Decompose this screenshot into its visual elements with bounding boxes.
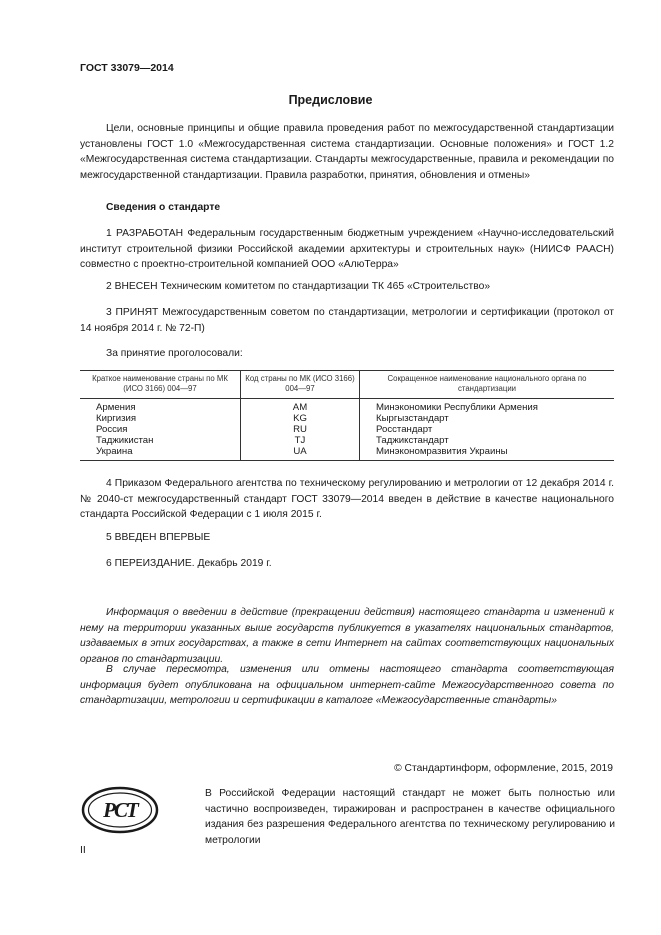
cell-code: TJ	[241, 435, 360, 446]
cell-code: UA	[241, 446, 360, 461]
cell-country: Армения	[96, 402, 136, 413]
info-italic-1: Информация о введении в действие (прекращении действия) настоящего стандарта и изменений к нему на территории указанных выше государств публикуется в указателях национальных стандартов, издаваемых в этих государствах, а также в сети Интернет на сайтах соответствующих национальных органов по стандартизации.	[80, 607, 614, 665]
reproduction-notice: В Российской Федерации настоящий стандарт не может быть полностью или частично воспроизведен, тиражирован и распространен в качестве официального издания без разрешения Федерального агентства по техническому регулированию и метрологии	[205, 788, 615, 846]
table-row	[80, 413, 614, 424]
document-code: ГОСТ 33079—2014	[80, 62, 174, 74]
header-body: Сокращенное наименование национального органа по стандартизации	[360, 371, 615, 399]
cell-country: Киргизия	[96, 413, 137, 424]
cell-body: Кыргызстандарт	[360, 413, 615, 424]
svg-text:РСТ: РСТ	[103, 798, 137, 822]
item-first: 5 ВВЕДЕН ВПЕРВЫЕ	[106, 532, 211, 543]
cell-country: Россия	[96, 424, 128, 435]
item-reissue: 6 ПЕРЕИЗДАНИЕ. Декабрь 2019 г.	[106, 558, 272, 569]
item-adopted: 3 ПРИНЯТ Межгосударственным советом по стандартизации, метрологии и сертификации (протокол от 14 ноября 2014 г. № 72-П)	[80, 307, 614, 334]
item-developed: 1 РАЗРАБОТАН Федеральным государственным бюджетным учреждением «Научно-исследовательский институт строительной физики Российской академии архитектуры и строительных наук» (НИИСФ РААСН) совместно с проектно-строительной компанией ООО «АлюТерра»	[80, 228, 614, 270]
info-italic-2: В случае пересмотра, изменения или отмены настоящего стандарта соответствующая информация будет опубликована на официальном интернет-сайте Межгосударственного совета по стандартизации, метрологии и сертификации в каталоге «Межгосударственные стандарты»	[80, 664, 614, 706]
table-row	[80, 399, 614, 414]
vote-table-header	[80, 371, 614, 399]
header-code: Код страны по МК (ИСО 3166) 004—97	[241, 371, 360, 399]
cell-body: Росстандарт	[360, 424, 615, 435]
cell-code: KG	[241, 413, 360, 424]
cell-body: Минэкономики Республики Армения	[360, 399, 615, 414]
header-country: Краткое наименование страны по МК (ИСО 3166) 004—97	[80, 371, 241, 399]
page-number: II	[80, 844, 86, 856]
cell-country: Украина	[80, 446, 241, 461]
page-title: Предисловие	[288, 93, 373, 107]
cell-body: Таджикстандарт	[360, 435, 615, 446]
table-row	[80, 424, 614, 435]
cell-code: AM	[241, 399, 360, 414]
copyright-line: © Стандартинформ, оформление, 2015, 2019	[394, 763, 613, 774]
item-order: 4 Приказом Федерального агентства по техническому регулированию и метрологии от 12 декабря 2014 г. № 2040-ст межгосударственный стандарт ГОСТ 33079—2014 введен в действие в качестве национального стандарта Российской Федерации с 1 июля 2015 г.	[80, 478, 614, 520]
info-heading: Сведения о стандарте	[106, 202, 221, 213]
table-row	[80, 446, 614, 461]
item-introduced: 2 ВНЕСЕН Техническим комитетом по стандартизации ТК 465 «Строительство»	[106, 281, 491, 292]
cell-country: Таджикистан	[96, 435, 154, 446]
vote-table	[80, 370, 614, 461]
table-row	[80, 435, 614, 446]
cell-body: Минэкономразвития Украины	[360, 446, 615, 461]
voted-label: За принятие проголосовали:	[106, 348, 243, 359]
intro-paragraph: Цели, основные принципы и общие правила проведения работ по межгосударственной стандартизации установлены ГОСТ 1.0 «Межгосударственная система стандартизации. Основные положения» и ГОСТ 1.2 «Межгосударственная система стандартизации. Стандарты межгосударственные, правила и рекомендации по межгосударственной стандартизации. Правила разработки, принятия, обновления и отмены»	[80, 123, 614, 181]
cell-code: RU	[241, 424, 360, 435]
rst-logo-icon	[80, 785, 160, 840]
